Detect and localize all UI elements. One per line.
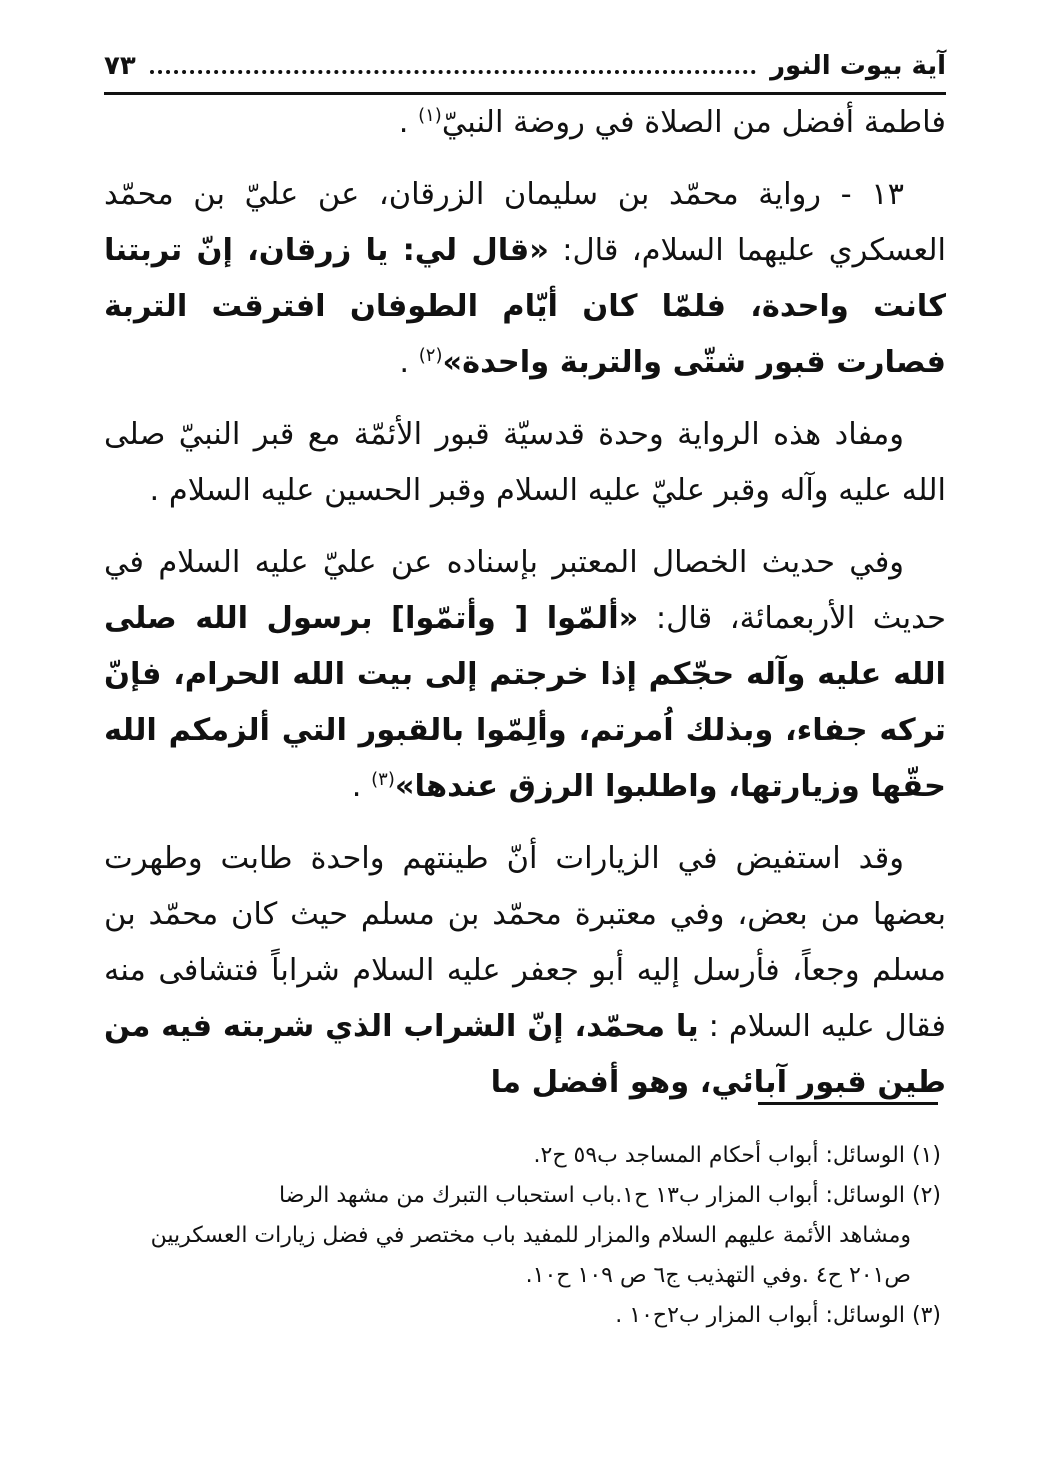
paragraph-4 bbox=[104, 535, 946, 815]
footnote-ref-3: (٣) bbox=[371, 768, 395, 790]
footnote-1: (١) الوسائل: أبواب أحكام المساجد ب٥٩ ح٢. bbox=[533, 1143, 941, 1168]
footnote-ref-1: (١) bbox=[418, 104, 442, 126]
paragraph-5-intro: وقد استفيض في الزيارات أنّ طينتهم واحدة طابت وطهرت بعضها من بعض، وفي معتبرة محمّد بن مسلم حيث كان محمّد بن مسلم وجعاً، فأرسل إليه أبو جعفر عليه السلام شراباً فتشافى منه فقال عليه السلام : bbox=[104, 841, 946, 1044]
footnote-ref-2: (٢) bbox=[418, 344, 443, 366]
paragraph-2-intro: ١٣ - رواية محمّد بن سليمان الزرقان، عن عليّ بن محمّد العسكري عليهما السلام، قال: bbox=[104, 177, 946, 268]
footnote-2: (٢) الوسائل: أبواب المزار ب١٣ ح١.باب استحباب التبرك من مشهد الرضا bbox=[279, 1183, 941, 1208]
running-header bbox=[104, 40, 946, 95]
paragraph-1-text: فاطمة أفضل من الصلاة في روضة النبيّ bbox=[441, 105, 946, 140]
paragraph-1-end: . bbox=[398, 105, 419, 140]
paragraph-1 bbox=[104, 95, 946, 151]
paragraph-2-quote: «قال لي: يا زرقان، إنّ تربتنا كانت واحدة، فلمّا كان أيّام الطوفان افترقت التربة فصارت قبور شتّى والتربة واحدة» bbox=[104, 233, 946, 380]
footnotes bbox=[103, 1136, 941, 1336]
paragraph-3 bbox=[104, 407, 946, 519]
paragraph-5 bbox=[104, 831, 946, 1111]
main-text bbox=[104, 95, 946, 1127]
header-dot-leader bbox=[150, 70, 756, 74]
paragraph-5-quote: يا محمّد، إنّ الشراب الذي شربته فيه من طين قبور آبائي، وهو أفضل ما bbox=[104, 1009, 946, 1100]
page-number: ٧٣ bbox=[104, 51, 136, 81]
paragraph-2-end: . bbox=[399, 345, 419, 380]
footnote-2-continued-2: ص٢٠١ ح٤ .وفي التهذيب ج٦ ص ١٠٩ ح١٠. bbox=[525, 1263, 911, 1288]
footnote-separator bbox=[758, 1102, 938, 1105]
paragraph-4-quote: «ألمّوا [ وأتمّوا] برسول الله صلى الله عليه وآله حجّكم إذا خرجتم إلى بيت الله الحرام، فإنّ تركه جفاء، وبذلك اُمرتم، وألِمّوا بالقبور التي ألزمكم الله حقّها وزيارتها، واطلبوا الرزق عندها» bbox=[104, 601, 946, 804]
paragraph-3-text: ومفاد هذه الرواية وحدة قدسيّة قبور الأئمّة مع قبر النبيّ صلى الله عليه وآله وقبر عليّ عليه السلام وقبر الحسين عليه السلام . bbox=[104, 417, 946, 508]
footnote-2-continued: ومشاهد الأئمة عليهم السلام والمزار للمفيد باب مختصر في فضل زيارات العسكريين bbox=[150, 1223, 911, 1248]
paragraph-2 bbox=[104, 167, 946, 391]
footnote-3: (٣) الوسائل: أبواب المزار ب٢ح١٠ . bbox=[615, 1303, 941, 1328]
paragraph-4-intro: وفي حديث الخصال المعتبر بإسناده عن عليّ عليه السلام في حديث الأربعمائة، قال: bbox=[104, 545, 946, 636]
paragraph-4-end: . bbox=[351, 769, 372, 804]
header-title: آية بيوت النور bbox=[770, 51, 946, 81]
